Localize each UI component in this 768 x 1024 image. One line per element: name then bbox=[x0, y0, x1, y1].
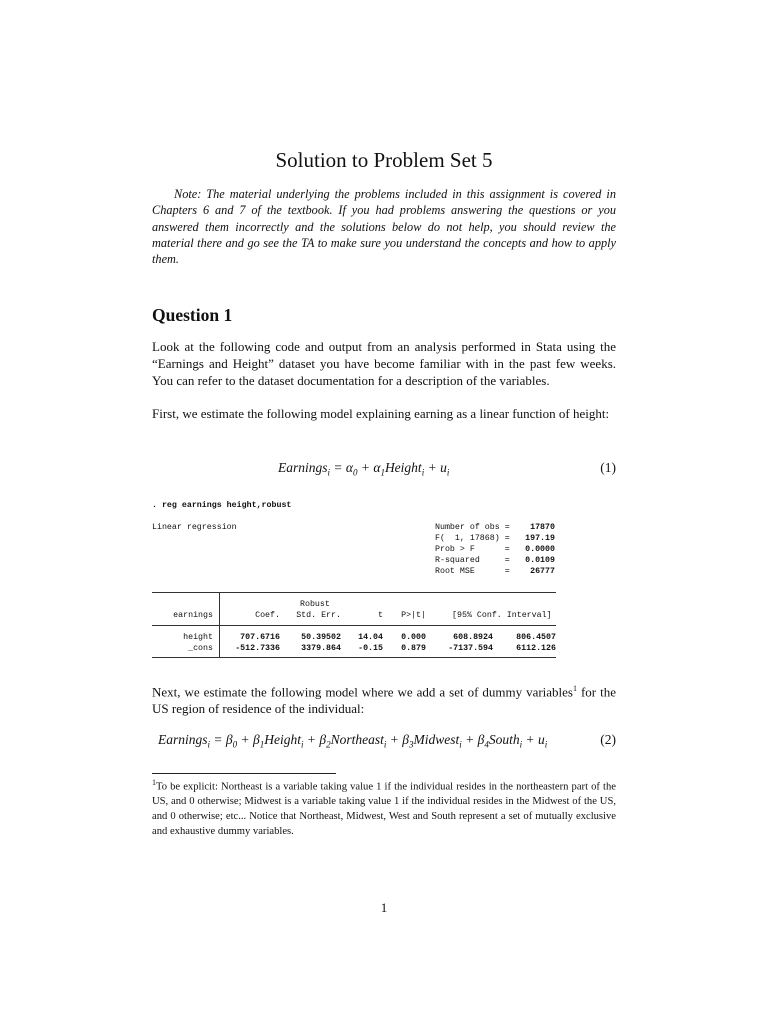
next-paragraph bbox=[152, 680, 616, 717]
header-p: P>|t| bbox=[401, 611, 426, 620]
stata-model-type: Linear regression bbox=[152, 523, 237, 532]
stat-value: 197.19 bbox=[525, 534, 555, 543]
stat-value: 26777 bbox=[530, 567, 555, 576]
equation-2 bbox=[152, 732, 616, 752]
footnote-rule bbox=[152, 773, 336, 774]
row-name: _cons bbox=[188, 644, 213, 653]
row-se: 3379.864 bbox=[301, 644, 341, 653]
table-bottom-rule bbox=[152, 657, 556, 658]
header-ci: [95% Conf. Interval] bbox=[452, 611, 552, 620]
next-paragraph-text-cont: for the US region of residence of the individual: bbox=[152, 684, 616, 717]
footnote-text: To be explicit: Northeast is a variable taking value 1 if the individual resides in the northeastern part of the US, and 0 otherwise; Midwest is a variable taking value 1 if the individual resides in the Midwest of the US, and 0 otherwise; etc... Notice that Northeast, Midwest, West and South represent a set of mutually exclusive and exhaustive dummy variables. bbox=[152, 781, 616, 837]
row-p: 0.000 bbox=[401, 633, 426, 642]
header-t: t bbox=[378, 611, 383, 620]
table-mid-rule bbox=[152, 625, 556, 626]
row-ci-high: 6112.126 bbox=[516, 644, 556, 653]
header-coef: Coef. bbox=[255, 611, 280, 620]
row-p: 0.879 bbox=[401, 644, 426, 653]
header-robust: Robust bbox=[300, 600, 330, 609]
note-paragraph: Note: The material underlying the problems included in this assignment is covered in Chapters 6 and 7 of the textbook. If you had problems answering the questions or you answered them incorrectly and the solutions below do not help, you should review the material there and go see the TA to make sure you understand the concepts and how to apply them. bbox=[152, 187, 616, 267]
stat-label: Root MSE = bbox=[435, 567, 510, 576]
stat-label: F( 1, 17868) = bbox=[435, 534, 510, 543]
stat-label: R-squared = bbox=[435, 556, 510, 565]
row-ci-high: 806.4507 bbox=[516, 633, 556, 642]
table-top-rule bbox=[152, 592, 556, 593]
equation-2-formula: Earnings$_i$ = $\beta_0$ + $\beta_1Height_i$ + $\beta_2Northeast_i$ + $\beta_3Midwest_i$ + $\beta_4South_i + u_i$ bbox=[158, 732, 548, 750]
page-number: 1 bbox=[380, 900, 388, 915]
first-paragraph: First, we estimate the following model explaining earning as a linear function of height: bbox=[152, 406, 610, 421]
stat-value: 0.0109 bbox=[525, 556, 555, 565]
header-depvar: earnings bbox=[173, 611, 213, 620]
row-ci-low: -7137.594 bbox=[448, 644, 493, 653]
header-se: Std. Err. bbox=[296, 611, 341, 620]
row-t: 14.04 bbox=[358, 633, 383, 642]
row-se: 50.39502 bbox=[301, 633, 341, 642]
equation-1 bbox=[152, 460, 616, 480]
footnote bbox=[152, 776, 616, 839]
question-heading: Question 1 bbox=[152, 305, 233, 325]
stata-command: . reg earnings height,robust bbox=[152, 501, 292, 510]
intro-paragraph: Look at the following code and output from an analysis performed in Stata using the “Earnings and Height” dataset you have become familiar with in the past few weeks. You can refer to the dataset documentation for a description of the variables. bbox=[152, 339, 616, 388]
row-t: -0.15 bbox=[358, 644, 383, 653]
footnote-number: 1 bbox=[152, 778, 156, 787]
stat-value: 17870 bbox=[530, 523, 555, 532]
stat-value: 0.0000 bbox=[525, 545, 555, 554]
row-coef: 707.6716 bbox=[240, 633, 280, 642]
footnote-marker: 1 bbox=[573, 684, 577, 693]
row-name: height bbox=[183, 633, 213, 642]
document-title: Solution to Problem Set 5 bbox=[275, 148, 493, 172]
stat-label: Prob > F = bbox=[435, 545, 510, 554]
equation-2-number: (2) bbox=[600, 732, 616, 747]
equation-1-number: (1) bbox=[600, 460, 616, 475]
equation-1-formula: Earnings$_i$ = $\alpha_0$ + $\alpha_1Height_i + u_i$ bbox=[278, 460, 450, 478]
next-paragraph-text: Next, we estimate the following model where we add a set of dummy variables bbox=[152, 684, 573, 700]
row-ci-low: 608.8924 bbox=[453, 633, 493, 642]
row-coef: -512.7336 bbox=[235, 644, 280, 653]
stat-label: Number of obs = bbox=[435, 523, 510, 532]
